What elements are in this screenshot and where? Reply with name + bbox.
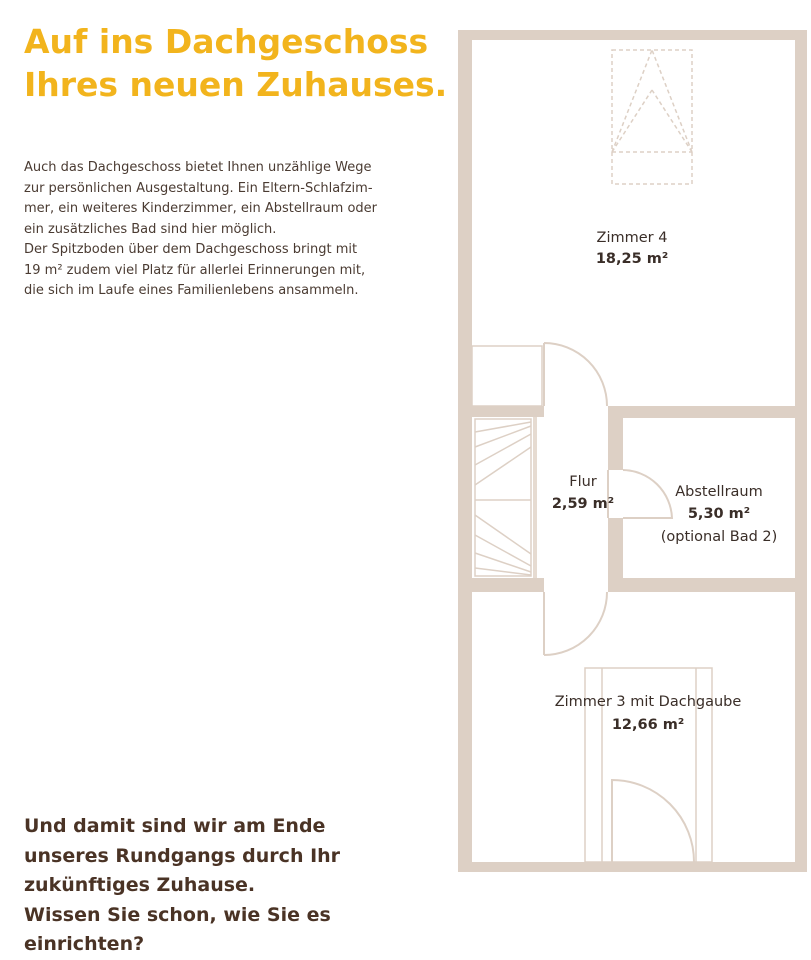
intro-line: Der Spitzboden über dem Dachgeschoss bringt mit <box>24 242 358 257</box>
wall-bottom <box>458 862 807 872</box>
intro-line: Auch das Dachgeschoss bietet Ihnen unzählige Wege <box>24 160 372 175</box>
room-area: 12,66 m² <box>611 717 685 733</box>
wall-stair-top <box>472 406 544 417</box>
room-flur <box>552 474 614 512</box>
wall-left <box>458 30 472 872</box>
headline-line-2: Ihres neuen Zuhauses. <box>24 65 448 104</box>
wall-top <box>458 30 807 40</box>
closet-niche <box>472 346 542 406</box>
outer-walls <box>458 30 807 872</box>
closing-line: zukünftiges Zuhause. <box>24 874 256 896</box>
closing-line: Und damit sind wir am Ende <box>24 815 326 837</box>
headline-line-1: Auf ins Dachgeschoss <box>24 22 429 61</box>
wall-right <box>795 30 807 872</box>
room-zimmer-4 <box>596 230 668 267</box>
room-name: Zimmer 3 mit Dachgaube <box>554 694 742 710</box>
intro-line: 19 m² zudem viel Platz für allerlei Erinnerungen mit, <box>24 262 366 278</box>
closing-line: einrichten? <box>24 933 145 955</box>
room-name: Zimmer 4 <box>596 230 668 246</box>
intro-line: mer, ein weiteres Kinderzimmer, ein Abstellraum oder <box>24 201 378 216</box>
room-note: (optional Bad 2) <box>660 529 778 545</box>
room-area: 2,59 m² <box>551 496 615 512</box>
wall-storage-left-upper <box>608 406 623 470</box>
wall-storage-bottom <box>608 578 795 592</box>
closing-line: Wissen Sie schon, wie Sie es <box>24 903 331 926</box>
stair-rail <box>533 417 537 578</box>
door-zimmer3 <box>544 592 607 655</box>
room-abstellraum <box>661 484 778 545</box>
room-area: 18,25 m² <box>595 251 669 267</box>
wall-stair-bottom <box>472 578 544 592</box>
skylight <box>612 50 692 184</box>
room-area: 5,30 m² <box>687 506 751 522</box>
intro-line: die sich im Laufe eines Familienlebens ansammeln. <box>24 283 359 298</box>
wall-storage-top <box>608 406 795 418</box>
intro-line: zur persönlichen Ausgestaltung. Ein Eltern-Schlafzim- <box>24 180 373 196</box>
closing-line: unseres Rundgangs durch Ihr <box>24 844 341 867</box>
room-zimmer-3 <box>555 694 742 733</box>
room-name: Flur <box>569 474 597 490</box>
staircase <box>475 419 531 576</box>
intro-line: ein zusätzliches Bad sind hier möglich. <box>24 221 277 237</box>
door-abstellraum <box>608 470 672 518</box>
room-name: Abstellraum <box>675 484 763 500</box>
door-zimmer4 <box>544 343 607 406</box>
door-balcony <box>612 780 694 862</box>
